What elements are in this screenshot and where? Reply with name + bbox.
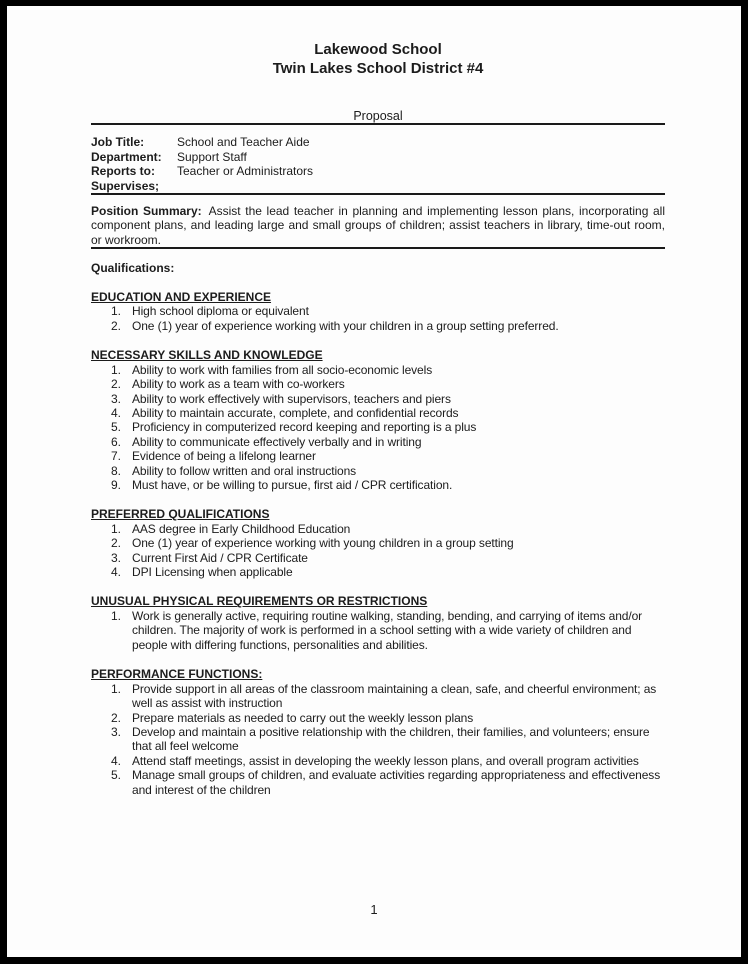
list-item-text: Develop and maintain a positive relationship with the children, their families, and volunteers; ensure that all feel welcome xyxy=(132,724,650,754)
job-info-row xyxy=(91,164,665,179)
list-item-text: Ability to communicate effectively verbally and in writing xyxy=(132,434,422,449)
section-title: UNUSUAL PHYSICAL REQUIREMENTS OR RESTRICTIONS xyxy=(91,594,428,609)
list-item-number: 7. xyxy=(111,449,122,464)
position-summary xyxy=(91,204,665,247)
job-info-label: Department: xyxy=(91,149,162,164)
list-item xyxy=(111,464,665,478)
list-item xyxy=(111,768,665,797)
list-item-text: Ability to work with families from all socio-economic levels xyxy=(132,362,433,377)
job-info-label: Reports to: xyxy=(91,164,155,178)
list-item-number: 1. xyxy=(111,362,122,377)
list-item-number: 5. xyxy=(111,420,122,435)
page-number: 1 xyxy=(370,902,378,917)
list-item-text: Must have, or be willing to pursue, first aid / CPR certification. xyxy=(132,477,453,492)
job-info-table xyxy=(91,135,665,193)
list-item xyxy=(111,609,665,652)
list-item-text: AAS degree in Early Childhood Education xyxy=(132,521,351,536)
list-item-text: Evidence of being a lifelong learner xyxy=(132,449,316,464)
position-summary-text: Assist the lead teacher in planning and implementing lesson plans, incorporating all component plans, and leading large and small groups of children; assist teachers in library, time-out room, or workroom. xyxy=(91,204,666,247)
job-info-label: Supervises; xyxy=(91,178,160,193)
list-item xyxy=(111,406,665,420)
list-item-text: Ability to maintain accurate, complete, and confidential records xyxy=(132,405,459,420)
school-name: Lakewood School xyxy=(314,41,442,58)
numbered-list xyxy=(91,522,665,580)
list-item-number: 8. xyxy=(111,463,122,478)
document-type-label: Proposal xyxy=(353,109,403,123)
section-title: PREFERRED QUALIFICATIONS xyxy=(91,507,270,522)
qualifications-heading: Qualifications: xyxy=(91,260,175,275)
list-item xyxy=(111,725,665,754)
divider-bottom xyxy=(91,247,665,249)
document-page xyxy=(7,6,741,957)
job-info-label: Job Title: xyxy=(91,135,145,149)
list-item xyxy=(111,522,665,536)
list-item xyxy=(111,363,665,377)
job-info-value: School and Teacher Aide xyxy=(177,135,310,149)
list-item-text: Provide support in all areas of the classroom maintaining a clean, safe, and cheerful environment; as well as assist with instruction xyxy=(132,681,657,711)
list-item-number: 1. xyxy=(111,521,122,536)
job-info-row xyxy=(91,135,665,150)
list-item-number: 4. xyxy=(111,565,122,580)
divider-middle xyxy=(91,193,665,195)
numbered-list xyxy=(91,609,665,652)
section-title: NECESSARY SKILLS AND KNOWLEDGE xyxy=(91,348,323,363)
list-item-text: Attend staff meetings, assist in developing the weekly lesson plans, and overall program activities xyxy=(132,753,639,768)
list-item-number: 3. xyxy=(111,391,122,406)
list-item xyxy=(111,754,665,768)
list-item xyxy=(111,304,665,318)
list-item-text: High school diploma or equivalent xyxy=(132,304,309,319)
list-item-text: Ability to follow written and oral instructions xyxy=(132,463,357,478)
list-item xyxy=(111,682,665,711)
list-item-text: One (1) year of experience working with young children in a group setting xyxy=(132,536,514,551)
job-info-row xyxy=(91,179,665,194)
numbered-list xyxy=(91,363,665,493)
list-item-text: Proficiency in computerized record keeping and reporting is a plus xyxy=(132,420,477,435)
section-title: PERFORMANCE FUNCTIONS: xyxy=(91,667,263,682)
list-item-number: 4. xyxy=(111,405,122,420)
list-item xyxy=(111,319,665,333)
list-item xyxy=(111,536,665,550)
list-item-number: 1. xyxy=(111,608,122,623)
numbered-list xyxy=(91,304,665,333)
divider-top xyxy=(91,123,665,125)
list-item xyxy=(111,420,665,434)
list-item-text: Current First Aid / CPR Certificate xyxy=(132,550,308,565)
list-item-number: 2. xyxy=(111,536,122,551)
district-name: Twin Lakes School District #4 xyxy=(272,60,484,77)
list-item-number: 2. xyxy=(111,318,122,333)
list-item xyxy=(111,449,665,463)
list-item-number: 9. xyxy=(111,477,122,492)
section xyxy=(91,348,665,492)
list-item-number: 6. xyxy=(111,434,122,449)
list-item-number: 5. xyxy=(111,768,122,783)
list-item xyxy=(111,478,665,492)
list-item-text: Ability to work as a team with co-workers xyxy=(132,377,345,392)
sections-container xyxy=(91,290,665,797)
document-content xyxy=(7,6,741,797)
list-item xyxy=(111,565,665,579)
job-info-value: Teacher or Administrators xyxy=(177,164,314,178)
document-header xyxy=(91,40,665,78)
list-item xyxy=(111,392,665,406)
list-item-text: Manage small groups of children, and evaluate activities regarding appropriateness and effectiveness and interest of the children xyxy=(132,768,661,797)
list-item xyxy=(111,551,665,565)
list-item-number: 1. xyxy=(111,304,122,319)
list-item xyxy=(111,435,665,449)
list-item-number: 3. xyxy=(111,724,122,739)
numbered-list xyxy=(91,682,665,797)
list-item-text: DPI Licensing when applicable xyxy=(132,565,293,580)
list-item xyxy=(111,711,665,725)
list-item-text: Ability to work effectively with supervisors, teachers and piers xyxy=(132,391,451,406)
section xyxy=(91,507,665,579)
section xyxy=(91,594,665,652)
section-title: EDUCATION AND EXPERIENCE xyxy=(91,289,272,304)
section xyxy=(91,290,665,333)
list-item-text: One (1) year of experience working with your children in a group setting preferred. xyxy=(132,318,559,333)
list-item xyxy=(111,377,665,391)
job-info-row xyxy=(91,150,665,165)
list-item-number: 1. xyxy=(111,681,122,696)
list-item-number: 3. xyxy=(111,550,122,565)
position-summary-label: Position Summary: xyxy=(91,204,202,218)
job-info-value: Support Staff xyxy=(177,149,247,164)
list-item-number: 4. xyxy=(111,753,122,768)
list-item-number: 2. xyxy=(111,377,122,392)
section xyxy=(91,667,665,797)
list-item-number: 2. xyxy=(111,710,122,725)
list-item-text: Work is generally active, requiring routine walking, standing, bending, and carrying of items and/or children. The majority of work is performed in a school setting with a wide variety of children and people with differing functions, personalities and abilities. xyxy=(132,608,643,652)
list-item-text: Prepare materials as needed to carry out the weekly lesson plans xyxy=(132,710,474,725)
